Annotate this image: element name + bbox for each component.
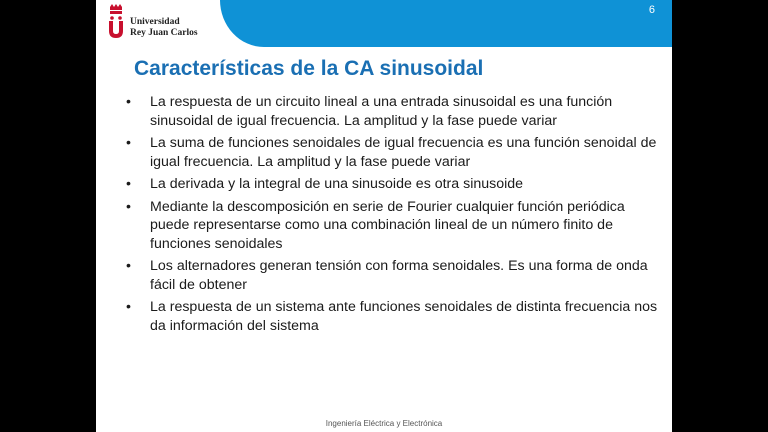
header-band (220, 0, 668, 47)
bullet-text: Los alternadores generan tensión con forma senoidales. Es una forma de onda fácil de obtener (150, 258, 648, 293)
bullet-icon: • (126, 198, 131, 215)
bullet-icon: • (126, 135, 131, 151)
bullet-text: La respuesta de un circuito lineal a una entrada sinusoidal es una función sinusoidal de igual frecuencia. La amplitud y la fase puede variar (150, 94, 613, 129)
bullet-item (122, 257, 662, 294)
bullet-text: Mediante la descomposición en serie de Fourier cualquier función periódica puede representarse como una combinación lineal de un número finito de funciones senoidales (150, 198, 625, 252)
slide-footer: Ingeniería Eléctrica y Electrónica (325, 419, 443, 428)
slide (96, 0, 672, 432)
bullet-text: La suma de funciones senoidales de igual frecuencia es una función senoidal de igual frecuencia. La amplitud y la fase puede variar (150, 135, 657, 170)
bullet-list (122, 93, 662, 339)
bullet-icon: • (126, 299, 131, 315)
bullet-item (122, 93, 662, 130)
bullet-item (122, 298, 662, 335)
bullet-text: La respuesta de un sistema ante funciones senoidales de distinta frecuencia nos da información del sistema (150, 299, 658, 334)
university-name-line1: Universidad (130, 17, 180, 27)
header-accent-strip (668, 0, 672, 47)
page-number: 6 (648, 4, 655, 16)
bullet-icon: • (126, 258, 131, 274)
bullet-item (122, 175, 662, 194)
urjc-crown-icon (106, 4, 126, 38)
university-logo (106, 4, 216, 42)
bullet-item (122, 198, 662, 254)
university-name-line2: Rey Juan Carlos (130, 28, 198, 38)
slide-header (96, 0, 672, 47)
bullet-icon: • (126, 94, 131, 110)
university-name (130, 17, 198, 39)
bullet-icon: • (126, 176, 131, 192)
bullet-text: La derivada y la integral de una sinusoide es otra sinusoide (150, 176, 524, 192)
bullet-item (122, 134, 662, 171)
slide-title: Características de la CA sinusoidal (134, 57, 484, 80)
